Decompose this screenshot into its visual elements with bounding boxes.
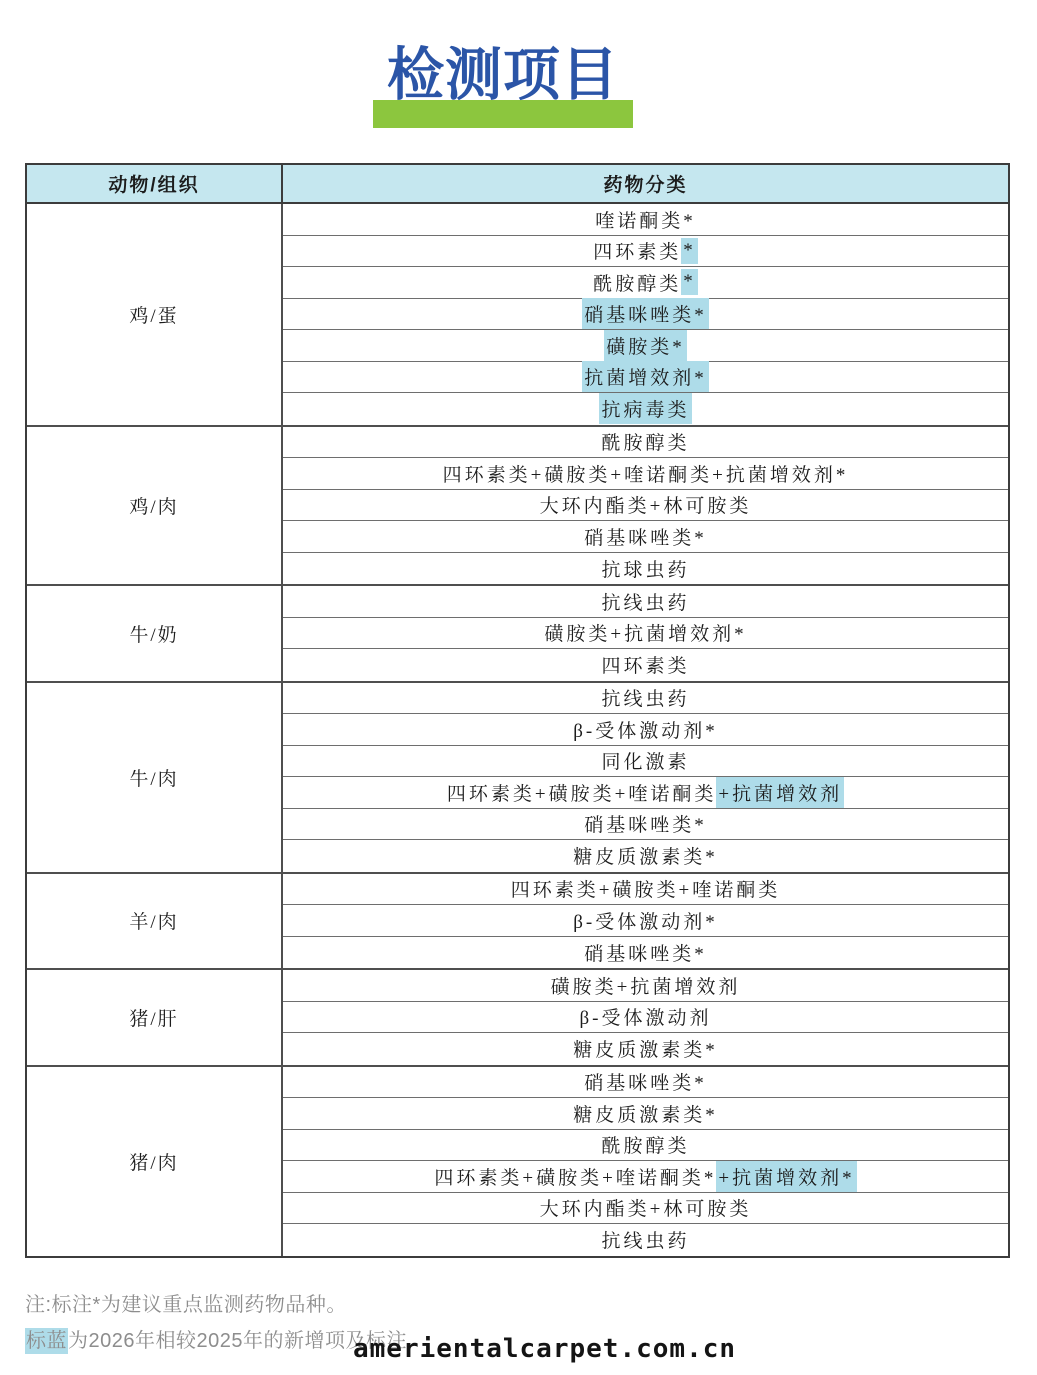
drug-class-cell xyxy=(283,809,1008,841)
drug-class-cell xyxy=(283,970,1008,1002)
drug-class-text: 四环素类+磺胺类+喹诺酮类 xyxy=(510,880,781,902)
table-section xyxy=(27,874,1008,971)
drug-class-text: 硝基咪唑类* xyxy=(584,1073,707,1095)
animal-tissue-cell: 鸡/肉 xyxy=(27,427,283,585)
drug-class-text: 四环素类+磺胺类+喹诺酮类+抗菌增效剂* xyxy=(442,464,849,486)
drug-class-cell xyxy=(283,1224,1008,1256)
drug-class-cell xyxy=(283,490,1008,522)
drug-class-text: β-受体激动剂* xyxy=(573,720,718,742)
drug-class-text: 糖皮质激素类* xyxy=(573,1104,718,1126)
drug-class-cell xyxy=(283,1002,1008,1034)
drug-class-highlighted-text: * xyxy=(681,238,698,264)
drug-class-cell xyxy=(283,683,1008,715)
drug-class-text: 硝基咪唑类* xyxy=(584,943,707,965)
drug-class-rows xyxy=(283,874,1008,969)
drug-class-cell xyxy=(283,618,1008,650)
drug-class-highlighted-text: * xyxy=(681,269,698,295)
drug-class-cell xyxy=(283,1193,1008,1225)
footnote-blue-note xyxy=(25,1324,407,1353)
watermark-text: amerientalcarpet.com.cn xyxy=(353,1334,737,1364)
drug-class-highlighted-text: 硝基咪唑类* xyxy=(582,298,709,329)
drug-class-text: 四环素类+磺胺类+喹诺酮类* xyxy=(434,1167,717,1189)
drug-class-text: 磺胺类+抗菌增效剂* xyxy=(544,624,747,646)
drug-class-cell xyxy=(283,236,1008,268)
animal-tissue-cell: 猪/肝 xyxy=(27,970,283,1065)
drug-class-text: 糖皮质激素类* xyxy=(573,847,718,869)
drug-class-text: 大环内酯类+林可胺类 xyxy=(539,1199,752,1221)
drug-class-cell xyxy=(283,553,1008,585)
drug-class-text: 大环内酯类+林可胺类 xyxy=(539,496,752,518)
drug-class-text: 抗线虫药 xyxy=(601,1231,690,1253)
page-title-text: 检测项目 xyxy=(387,43,619,107)
animal-tissue-cell: 猪/肉 xyxy=(27,1067,283,1256)
detection-items-table xyxy=(25,163,1010,1258)
drug-class-cell xyxy=(283,393,1008,425)
table-body xyxy=(27,204,1008,1256)
drug-class-text: 喹诺酮类* xyxy=(595,210,696,232)
drug-class-highlighted-text: 磺胺类* xyxy=(604,330,687,361)
drug-class-text: 四环素类+磺胺类+喹诺酮类 xyxy=(446,783,717,805)
footnote-text: 为2026年相较2025年的新增项及标注 xyxy=(68,1330,407,1352)
table-section xyxy=(27,970,1008,1067)
drug-class-cell xyxy=(283,1067,1008,1099)
drug-class-rows xyxy=(283,586,1008,681)
drug-class-cell xyxy=(283,840,1008,872)
drug-class-cell xyxy=(283,586,1008,618)
drug-class-rows xyxy=(283,1067,1008,1256)
drug-class-rows xyxy=(283,970,1008,1065)
drug-class-cell xyxy=(283,330,1008,362)
drug-class-text: β-受体激动剂* xyxy=(573,911,718,933)
drug-class-text: 磺胺类+抗菌增效剂 xyxy=(550,976,741,998)
table-section xyxy=(27,1067,1008,1256)
table-section xyxy=(27,586,1008,683)
drug-class-text: 酰胺醇类 xyxy=(601,1136,690,1158)
drug-class-text: 酰胺醇类 xyxy=(593,273,682,295)
page-title xyxy=(0,0,1037,140)
animal-tissue-cell: 鸡/蛋 xyxy=(27,204,283,425)
drug-class-cell xyxy=(283,458,1008,490)
drug-class-cell xyxy=(283,1161,1008,1193)
footnote-asterisk-note xyxy=(25,1288,347,1317)
footnote-highlighted-text: 标蓝 xyxy=(26,1330,67,1352)
table-section xyxy=(27,204,1008,427)
table-section xyxy=(27,683,1008,874)
drug-class-text: 四环素类 xyxy=(593,242,682,264)
drug-class-text: 糖皮质激素类* xyxy=(573,1040,718,1062)
drug-class-cell xyxy=(283,427,1008,459)
drug-class-cell xyxy=(283,746,1008,778)
column-header-drug-class: 药物分类 xyxy=(603,175,688,196)
drug-class-text: 同化激素 xyxy=(601,752,690,774)
footnote-text: 注:标注*为建议重点监测药物品种。 xyxy=(25,1294,347,1316)
animal-tissue-cell: 牛/奶 xyxy=(27,586,283,681)
drug-class-text: β-受体激动剂 xyxy=(579,1008,712,1030)
drug-class-cell xyxy=(283,1098,1008,1130)
drug-class-text: 硝基咪唑类* xyxy=(584,527,707,549)
drug-class-cell xyxy=(283,937,1008,969)
animal-tissue-cell: 牛/肉 xyxy=(27,683,283,872)
table-header-row xyxy=(27,165,1008,204)
animal-tissue-cell: 羊/肉 xyxy=(27,874,283,969)
drug-class-text: 抗线虫药 xyxy=(601,592,690,614)
drug-class-highlighted-text: +抗菌增效剂 xyxy=(716,777,844,808)
drug-class-highlighted-text: +抗菌增效剂* xyxy=(716,1161,856,1192)
drug-class-cell xyxy=(283,905,1008,937)
drug-class-rows xyxy=(283,683,1008,872)
drug-class-cell xyxy=(283,1130,1008,1162)
drug-class-cell xyxy=(283,1033,1008,1065)
drug-class-cell xyxy=(283,649,1008,681)
drug-class-cell xyxy=(283,204,1008,236)
drug-class-highlighted-text: 抗病毒类 xyxy=(599,393,691,424)
drug-class-cell xyxy=(283,362,1008,394)
drug-class-cell xyxy=(283,267,1008,299)
drug-class-text: 四环素类 xyxy=(601,656,690,678)
drug-class-text: 酰胺醇类 xyxy=(601,433,690,455)
drug-class-cell xyxy=(283,299,1008,331)
drug-class-cell xyxy=(283,777,1008,809)
drug-class-highlighted-text: 抗菌增效剂* xyxy=(582,361,709,392)
drug-class-rows xyxy=(283,204,1008,425)
drug-class-text: 抗线虫药 xyxy=(601,689,690,711)
drug-class-rows xyxy=(283,427,1008,585)
drug-class-cell xyxy=(283,521,1008,553)
drug-class-text: 抗球虫药 xyxy=(601,559,690,581)
drug-class-text: 硝基咪唑类* xyxy=(584,815,707,837)
drug-class-cell xyxy=(283,874,1008,906)
drug-class-cell xyxy=(283,714,1008,746)
column-header-animal-tissue: 动物/组织 xyxy=(27,165,283,202)
table-section xyxy=(27,427,1008,587)
